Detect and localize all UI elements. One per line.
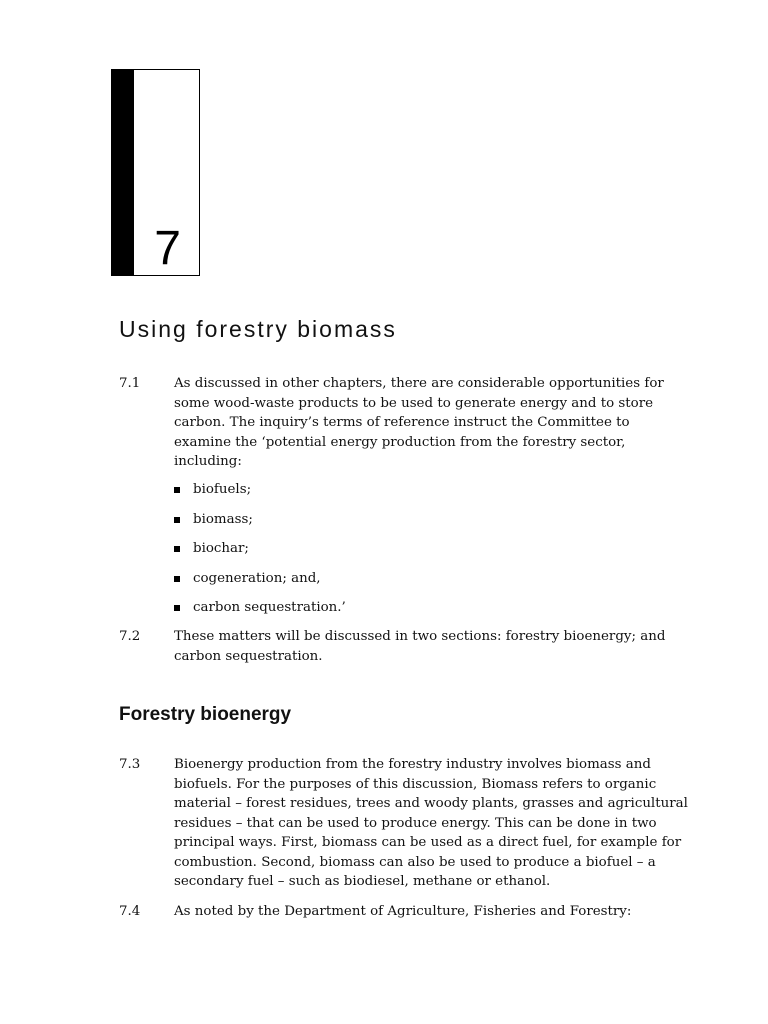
paragraph-text: As noted by the Department of Agriculture, Fisheries and Forestry: [174,904,632,919]
list-item [174,510,346,540]
terms-of-reference-list [174,480,346,628]
paragraph-number: 7.1 [119,376,141,391]
paragraph-7-1 [119,374,689,472]
square-bullet-icon [174,487,180,493]
chapter-number: 7 [154,222,181,275]
paragraph-number: 7.4 [119,904,141,919]
list-item-text: carbon sequestration.’ [193,600,346,615]
list-item [174,480,346,510]
list-item-text: biomass; [193,511,253,527]
square-bullet-icon [174,517,180,523]
list-item-text: biofuels; [193,482,252,497]
paragraph-7-3 [119,755,689,892]
paragraph-7-4 [119,902,689,922]
paragraph-text: Bioenergy production from the forestry industry involves biomass and biofuels. For the purposes of this discussion, Biomass refers to organic material – forest residues, trees and woody plants, grasses and agricultural residues – that can be used to produce energy. This can be done in two principal ways. First, biomass can be used as a direct fuel, for example for combustion. Second, biomass can also be used to produce a biofuel – a secondary fuel – such as biodiesel, methane or ethanol. [174,757,688,889]
list-item-text: biochar; [193,541,249,556]
list-item [174,598,346,628]
paragraph-7-2 [119,627,689,666]
list-item-text: cogeneration; and, [193,570,321,586]
chapter-number-box [111,69,200,276]
paragraph-number: 7.2 [119,629,141,644]
paragraph-number: 7.3 [119,757,141,772]
section-heading-forestry-bioenergy: Forestry bioenergy [119,704,292,725]
square-bullet-icon [174,576,180,582]
chapter-title: Using forestry biomass [119,316,397,342]
square-bullet-icon [174,546,180,552]
paragraph-text: As discussed in other chapters, there are considerable opportunities for some wood-waste products to be used to generate energy and to store carbon. The inquiry’s terms of reference instruct the Committee to examine the ‘potential energy production from the forestry sector, including: [174,376,664,469]
square-bullet-icon [174,605,180,611]
paragraph-text: These matters will be discussed in two sections: forestry bioenergy; and carbon sequestration. [174,629,666,664]
list-item [174,569,346,599]
chapter-bar [112,70,134,275]
list-item [174,539,346,569]
